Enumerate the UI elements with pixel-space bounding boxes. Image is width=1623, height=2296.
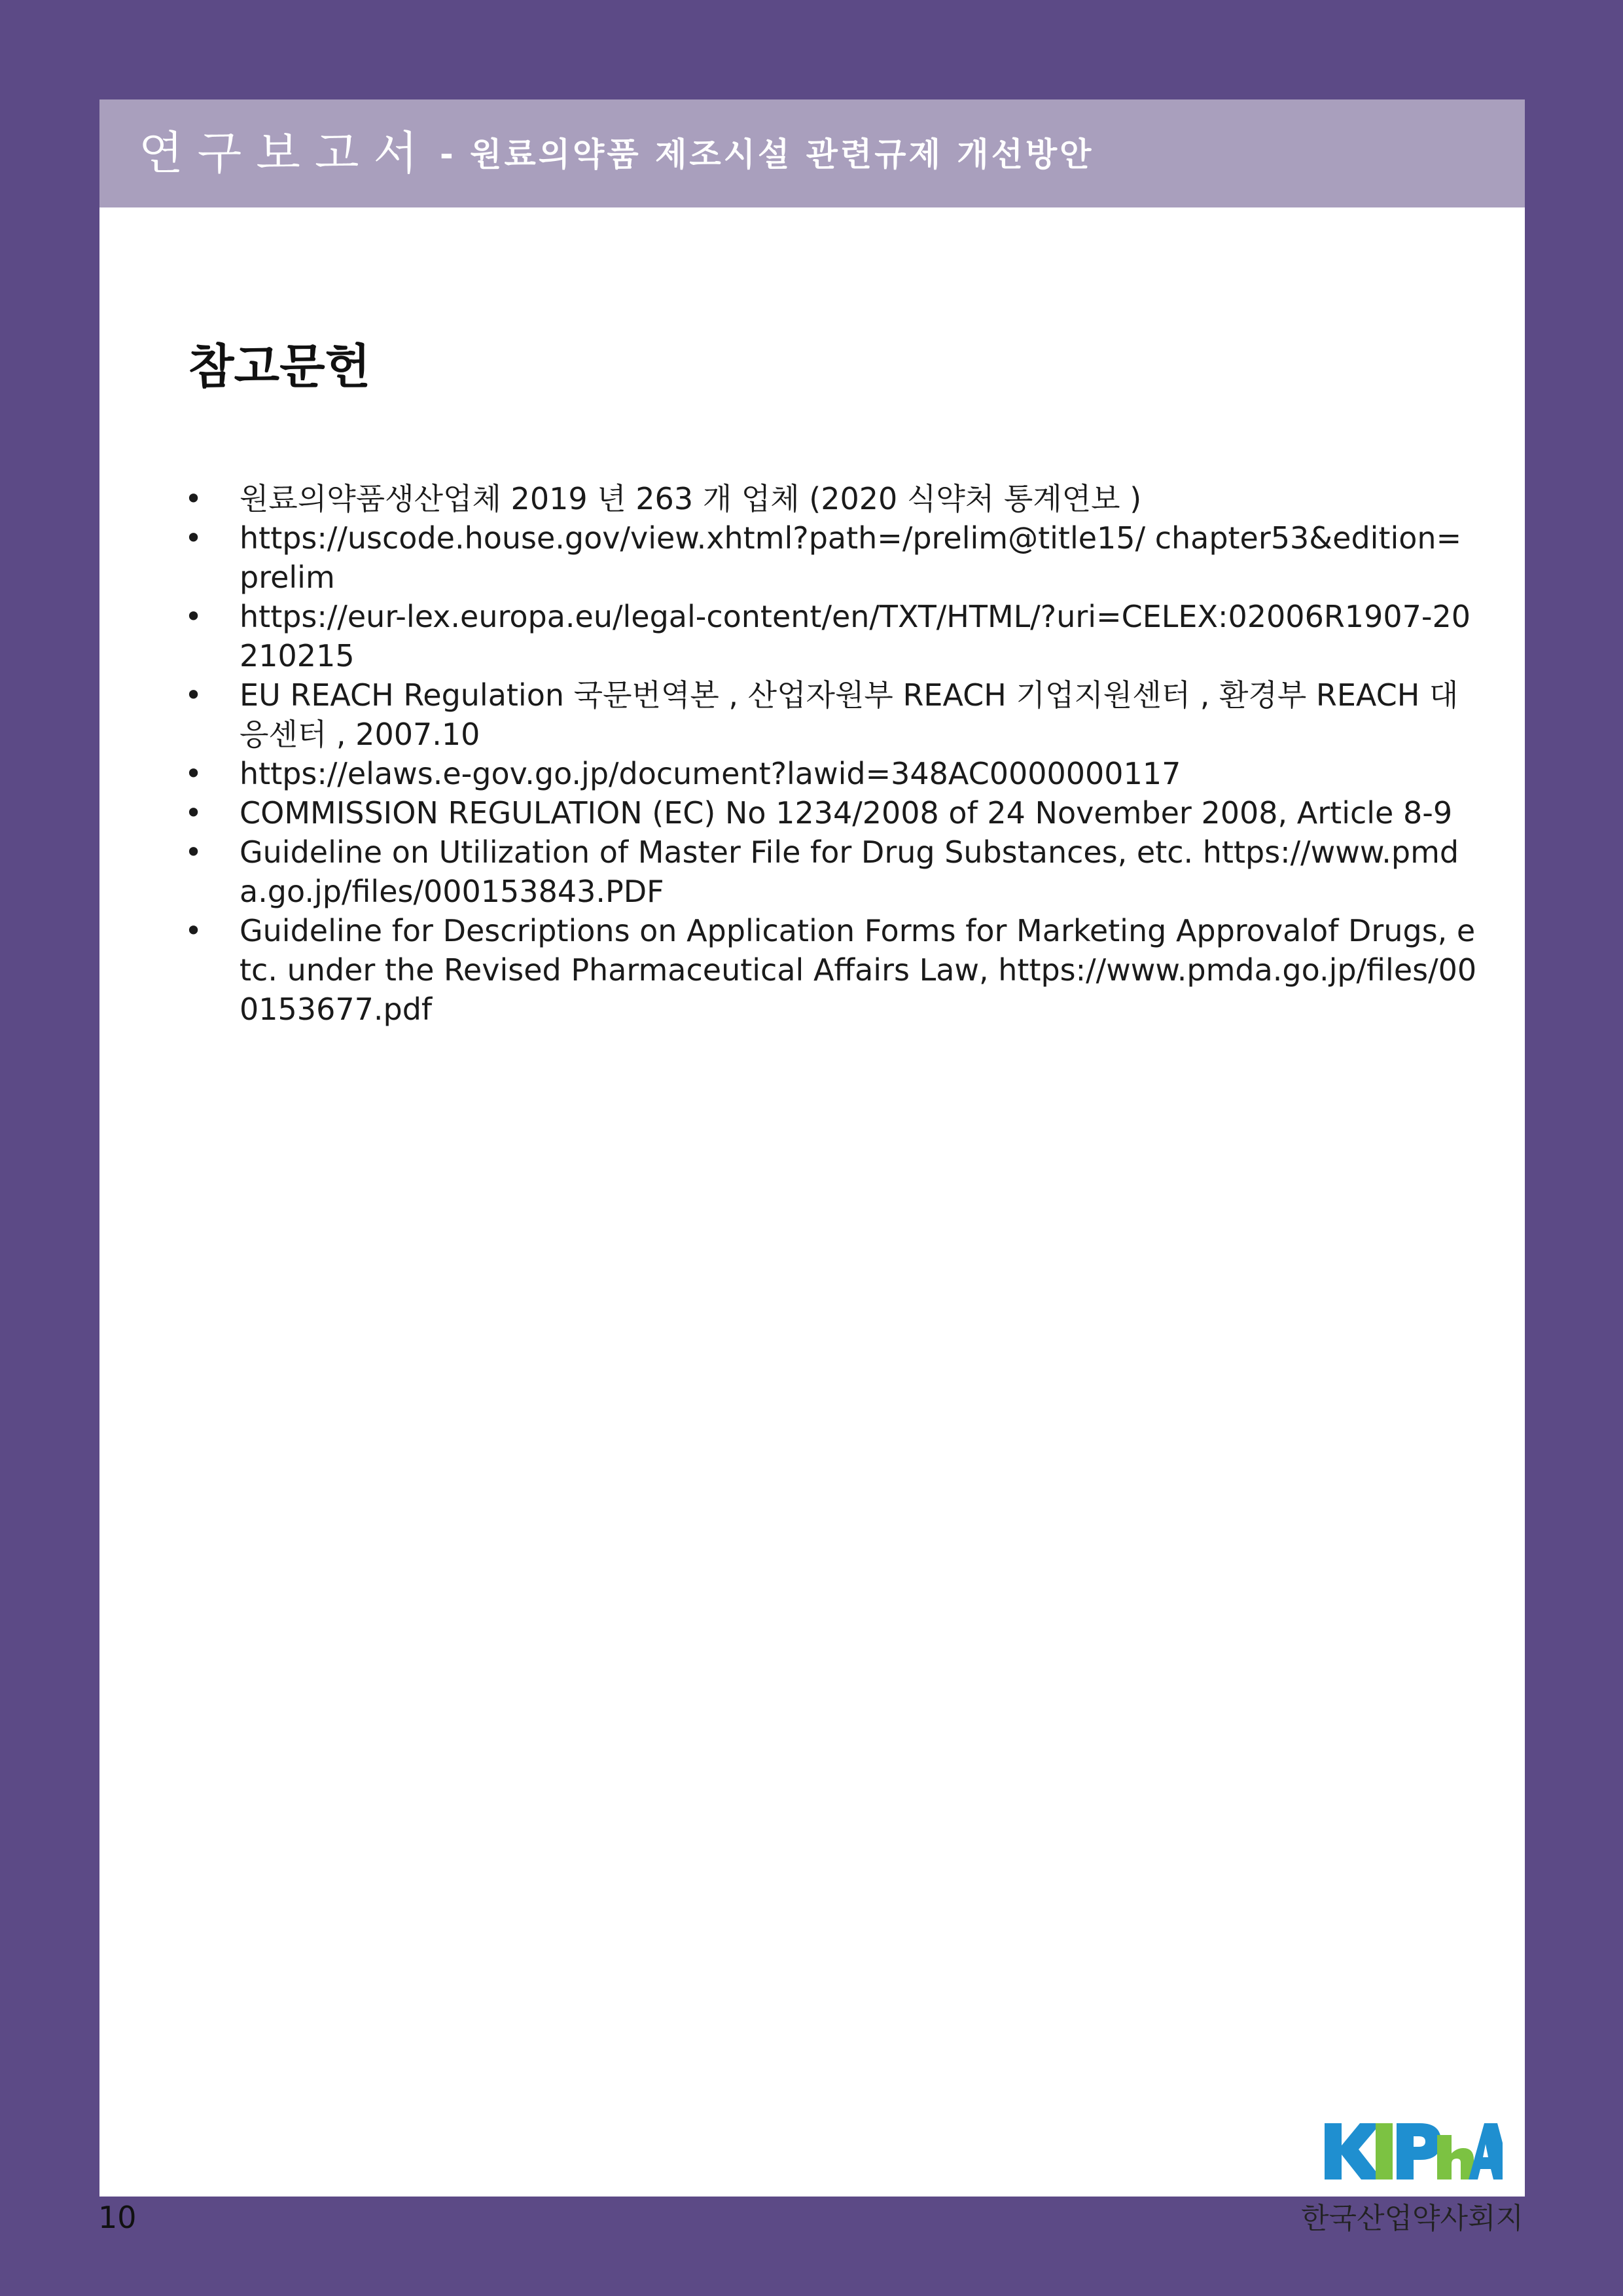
page-sheet: [99, 99, 1525, 2197]
bullet-icon: •: [185, 520, 203, 556]
kipha-logo: [1322, 2117, 1503, 2185]
logo-letter-i: [1376, 2123, 1393, 2179]
logo-letter-h: [1437, 2135, 1474, 2179]
bullet-icon: •: [185, 677, 203, 713]
reference-list: [185, 479, 1480, 1029]
logo-letter-p: [1397, 2123, 1441, 2179]
reference-text: COMMISSION REGULATION (EC) No 1234/2008 of 24 November 2008, Article 8-9: [240, 795, 1453, 831]
bullet-icon: •: [185, 795, 203, 831]
page-number: 10: [98, 2200, 137, 2235]
journal-name: 한국산업약사회지: [1300, 2202, 1524, 2235]
report-subtitle: - 원료의약품 제조시설 관련규제 개선방안: [440, 135, 1094, 173]
reference-item: [185, 793, 1480, 833]
reference-text: Guideline for Descriptions on Application Forms for Marketing Approvalof Drugs, etc. under the Revised Pharmaceutical Affairs Law, https://www.pmda.go.jp/files/000153677.pdf: [240, 913, 1477, 1027]
reference-item: [185, 675, 1480, 754]
bullet-icon: •: [185, 481, 203, 516]
reference-item: [185, 754, 1480, 793]
reference-text: https://eur-lex.europa.eu/legal-content/en/TXT/HTML/?uri=CELEX:02006R1907-20210215: [240, 599, 1471, 673]
reference-item: [185, 911, 1480, 1029]
reference-text: 원료의약품생산업체 2019 년 263 개 업체 (2020 식약처 통계연보 ): [240, 481, 1142, 516]
header-bar: [99, 99, 1525, 207]
reference-item: [185, 597, 1480, 675]
reference-text: EU REACH Regulation 국문번역본 , 산업자원부 REACH 기업지원센터 , 환경부 REACH 대응센터 , 2007.10: [240, 677, 1459, 752]
bullet-icon: •: [185, 834, 203, 870]
section-title: 참고문헌: [188, 339, 371, 394]
reference-text: https://uscode.house.gov/view.xhtml?path=/prelim@title15/ chapter53&edition=prelim: [240, 520, 1462, 595]
logo-letter-k: [1325, 2123, 1382, 2179]
reference-text: Guideline on Utilization of Master File for Drug Substances, etc. https://www.pmda.go.jp/files/000153843.PDF: [240, 834, 1459, 909]
reference-item: [185, 479, 1480, 518]
reference-item: [185, 833, 1480, 911]
reference-item: [185, 518, 1480, 597]
bullet-icon: •: [185, 913, 203, 948]
logo-letter-a: [1469, 2123, 1503, 2179]
bullet-icon: •: [185, 756, 203, 791]
bullet-icon: •: [185, 599, 203, 634]
report-title: 연구보고서: [139, 126, 433, 180]
reference-text: https://elaws.e-gov.go.jp/document?lawid=348AC0000000117: [240, 756, 1181, 791]
